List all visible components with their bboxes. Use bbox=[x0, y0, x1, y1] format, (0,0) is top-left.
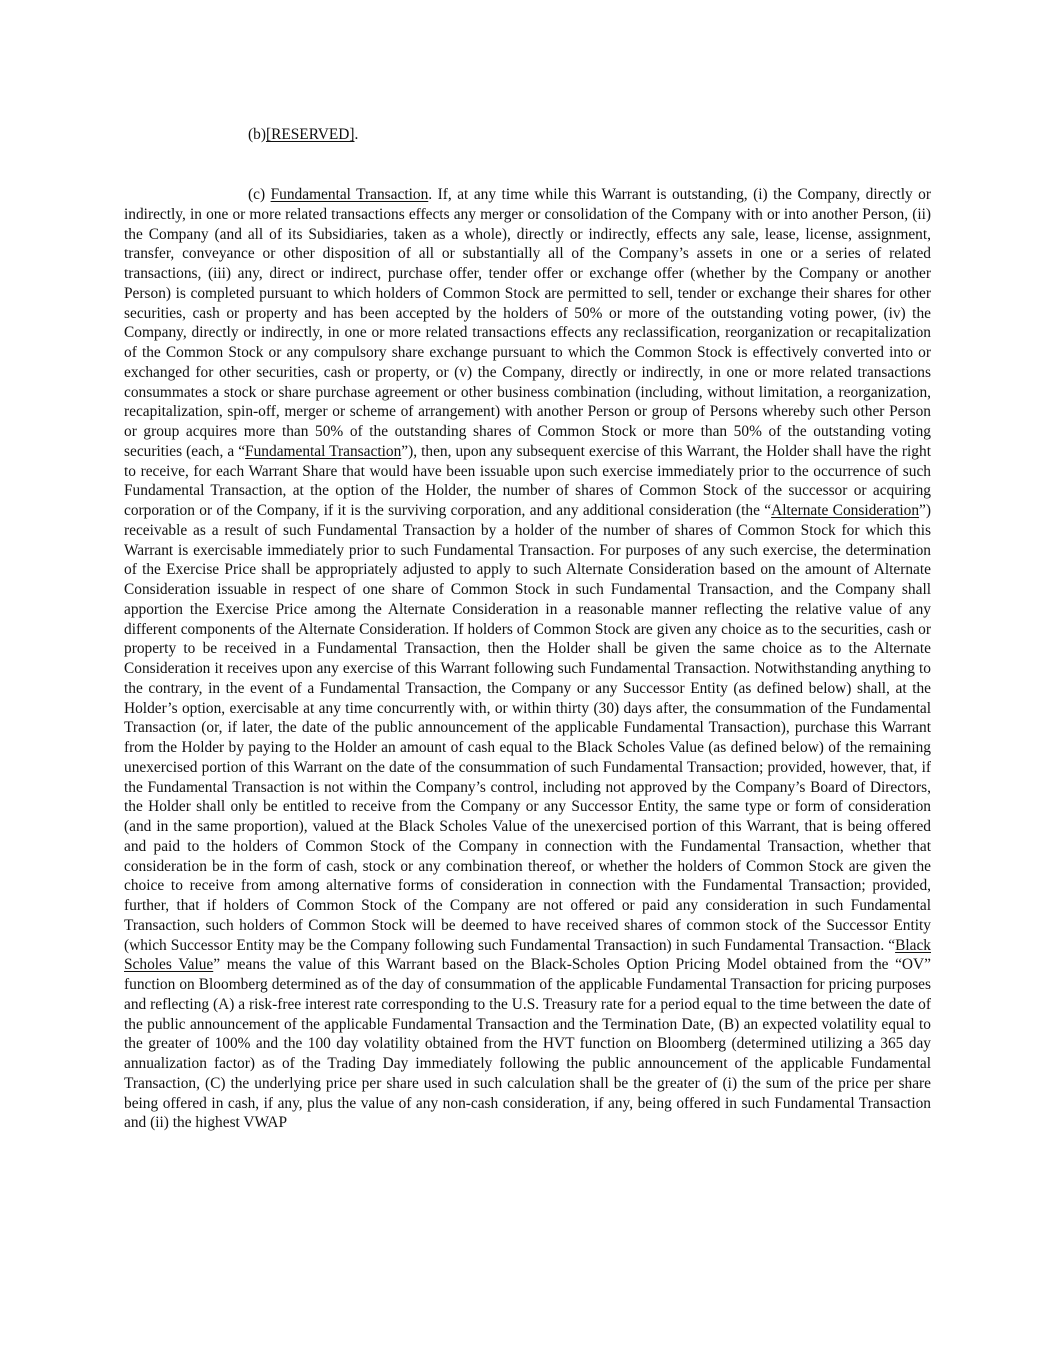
section-b-label: (b) bbox=[248, 126, 266, 143]
section-c-text-2: ”), then, upon any subsequent exercise of this Warrant, the Holder shall have the right to receive, for each Warrant Share that would have been issuable upon such exercise immediately prior to the occurrence of such Fundamental Transaction, at the option of the Holder, the number of shares of Common Stock of the successor or acquiring corporation or of the Company, if it is the surviving corporation, and any additional consideration (the “ bbox=[124, 442, 931, 519]
section-b-title: [RESERVED] bbox=[265, 126, 355, 143]
defined-term-fundamental-transaction: Fundamental Transaction bbox=[245, 442, 402, 460]
section-c-label: (c) bbox=[248, 186, 271, 203]
section-c-title: Fundamental Transaction bbox=[270, 186, 429, 203]
defined-term-black-scholes-value: Black Scholes Value bbox=[124, 936, 931, 974]
section-c-text-4: ” means the value of this Warrant based on the Black-Scholes Option Pricing Model obtained from the “OV” function on Bloomberg determined as of the day of consummation of the applicable Fundamental Transaction for pricing purposes and reflecting (A) a risk-free interest rate corresponding to the U.S. Treasury rate for a period equal to the time between the date of the public announcement of the applicable Fundamental Transaction and the Termination Date, (B) an expected volatility equal to the greater of 100% and the 100 day volatility obtained from the HVT function on Bloomberg (determined utilizing a 365 day annualization factor) as of the Trading Day immediately following the public announcement of the applicable Fundamental Transaction, (C) the underlying price per share used in such calculation shall be the greater of (i) the sum of the price per share being offered in cash, if any, plus the value of any non-cash consideration, if any, being offered in such Fundamental Transaction and (ii) the highest VWAP bbox=[124, 956, 931, 1132]
section-b-heading bbox=[248, 125, 358, 145]
section-c-text-1: . If, at any time while this Warrant is outstanding, (i) the Company, directly or indirectly, in one or more related transactions effects any merger or consolidation of the Company with or into another Person, (ii) the Company (and all of its Subsidiaries, taken as a whole), directly or indirectly, effects any sale, lease, license, assignment, transfer, conveyance or other disposition of all or substantially all of the Company’s assets in one or a series of related transactions, (iii) any, direct or indirect, purchase offer, tender offer or exchange offer (whether by the Company or another Person) is completed pursuant to which holders of Common Stock are permitted to sell, tender or exchange their shares for other securities, cash or property and has been accepted by the holders of 50% or more of the outstanding voting power, (iv) the Company, directly or indirectly, in one or more related transactions effects any reclassification, reorganization or recapitalization of the Common Stock or any compulsory share exchange pursuant to which the Common Stock is effectively converted into or exchanged for other securities, cash or property, or (v) the Company, directly or indirectly, in one or more related transactions consummates a stock or share purchase agreement or other business combination (including, without limitation, a reorganization, recapitalization, spin-off, merger or scheme of arrangement) with another Person or group of Persons whereby such other Person or group acquires more than 50% of the outstanding shares of Common Stock or more than 50% of the outstanding voting securities (each, a “ bbox=[124, 186, 931, 460]
defined-term-alternate-consideration: Alternate Consideration bbox=[771, 502, 920, 519]
section-b-trailing: . bbox=[354, 126, 359, 143]
section-c-text-3: ”) receivable as a result of such Fundamental Transaction by a holder of the number of shares of Common Stock for which this Warrant is exercisable immediately prior to such Fundamental Transaction. For purposes of any such exercise, the determination of the Exercise Price shall be appropriately adjusted to apply to such Alternate Consideration based on the amount of Alternate Consideration issuable in respect of one share of Common Stock in such Fundamental Transaction, and the Company shall apportion the Exercise Price among the Alternate Consideration in a reasonable manner reflecting the relative value of any different components of the Alternate Consideration. If holders of Common Stock are given any choice as to the securities, cash or property to be received in a Fundamental Transaction, then the Holder shall be given the same choice as to the Alternate Consideration it receives upon any exercise of this Warrant following such Fundamental Transaction. Notwithstanding anything to the contrary, in the event of a Fundamental Transaction, the Company or any Successor Entity (as defined below) shall, at the Holder’s option, exercisable at any time concurrently with, or within thirty (30) days after, the consummation of the Fundamental Transaction (or, if later, the date of the public announcement of the applicable Fundamental Transaction), purchase this Warrant from the Holder by paying to the Holder an amount of cash equal to the Black Scholes Value (as defined below) of the remaining unexercised portion of this Warrant on the date of the consummation of such Fundamental Transaction; provided, however, that, if the Fundamental Transaction is not within the Company’s control, including not approved by the Company’s Board of Directors, the Holder shall only be entitled to receive from the Company or any Successor Entity, the same type or form of consideration (and in the same proportion), valued at the Black Scholes Value of the unexercised portion of this Warrant, that is being offered and paid to the holders of Common Stock of the Company in connection with the Fundamental Transaction, whether that consideration be in the form of cash, stock or any combination thereof, or whether the holders of Common Stock are given the choice to receive from among alternative forms of consideration in connection with the Fundamental Transaction; provided, further, that if holders of Common Stock of the Company are not offered or paid any consideration in such Fundamental Transaction, such holders of Common Stock will be deemed to have received shares of common stock of the Successor Entity (which Successor Entity may be the Company following such Fundamental Transaction) in such Fundamental Transaction. “ bbox=[124, 502, 932, 954]
section-c-paragraph bbox=[124, 185, 931, 1133]
